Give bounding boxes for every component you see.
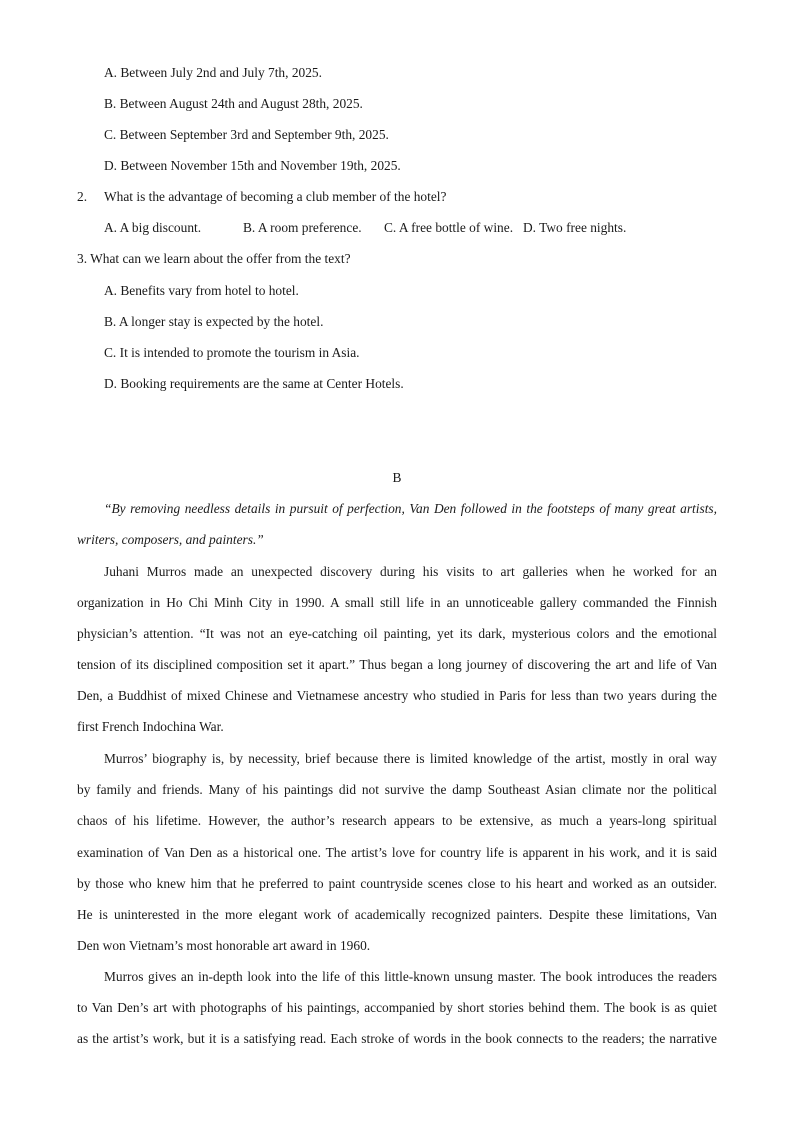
- q2-number: 2.: [77, 189, 88, 204]
- paragraph-2-line: chaos of his lifetime. However, the author’s research appears to be extensive, as much a years-long spiritual: [77, 813, 717, 828]
- paragraph-2-line: examination of Van Den as a historical one. The artist’s love for country life is apparent in his work, and it is said: [77, 845, 717, 860]
- paragraph-3-line: Murros gives an in-depth look into the life of this little-known unsung master. The book introduces the readers: [104, 969, 717, 984]
- q2-question: What is the advantage of becoming a club member of the hotel?: [104, 189, 447, 204]
- q3-option-a: A. Benefits vary from hotel to hotel.: [104, 283, 299, 298]
- q2-option-a: A. A big discount.: [104, 220, 202, 235]
- paragraph-1-line: first French Indochina War.: [77, 719, 224, 734]
- paragraph-1-line: Den, a Buddhist of mixed Chinese and Vietnamese ancestry who studied in Paris for less than two years during the: [77, 688, 717, 703]
- paragraph-1-line: physician’s attention. “It was not an eye-catching oil painting, yet its dark, mysterious colors and the emotional: [77, 626, 717, 641]
- q1-option-c: C. Between September 3rd and September 9th, 2025.: [104, 127, 389, 142]
- q3-option-c: C. It is intended to promote the tourism in Asia.: [104, 345, 360, 360]
- paragraph-1-line: tension of its disciplined composition set it apart.” Thus began a long journey of discovering the art and life of Van: [77, 657, 717, 672]
- q2-option-b: B. A room preference.: [243, 220, 362, 235]
- quote-line: “By removing needless details in pursuit of perfection, Van Den followed in the footsteps of many great artists,: [104, 501, 717, 516]
- paragraph-1-line: Juhani Murros made an unexpected discovery during his visits to art galleries when he worked for an: [104, 564, 717, 579]
- section-heading: B: [392, 470, 402, 485]
- paragraph-3-line: as the artist’s work, but it is a satisfying read. Each stroke of words in the book connects to the readers; the narrative: [77, 1031, 717, 1046]
- paragraph-2-line: by those who knew him that he preferred to paint countryside scenes close to his heart and worked as an outsider.: [77, 876, 717, 891]
- paragraph-2-line: by family and friends. Many of his paintings did not survive the damp Southeast Asian climate nor the political: [77, 782, 717, 797]
- paragraph-2-line: Murros’ biography is, by necessity, brief because there is limited knowledge of the artist, mostly in oral way: [104, 751, 717, 766]
- q3-question: 3. What can we learn about the offer from the text?: [77, 251, 351, 266]
- q2-options: [104, 220, 744, 236]
- q1-option-d: D. Between November 15th and November 19th, 2025.: [104, 158, 401, 173]
- q3-option-b: B. A longer stay is expected by the hotel.: [104, 314, 324, 329]
- paragraph-3-line: to Van Den’s art with photographs of his paintings, accompanied by short stories behind them. The book is as quiet: [77, 1000, 717, 1015]
- q1-option-a: A. Between July 2nd and July 7th, 2025.: [104, 65, 322, 80]
- paragraph-2-line: Den won Vietnam’s most honorable art award in 1960.: [77, 938, 371, 953]
- q3-option-d: D. Booking requirements are the same at Center Hotels.: [104, 376, 404, 391]
- q1-option-b: B. Between August 24th and August 28th, 2025.: [104, 96, 363, 111]
- paragraph-2-line: He is uninterested in the more elegant work of academically recognized painters. Despite these limitations, Van: [77, 907, 717, 922]
- quote-line: writers, composers, and painters.”: [77, 532, 264, 547]
- q2-option-d: D. Two free nights.: [523, 220, 627, 235]
- q2-option-c: C. A free bottle of wine.: [384, 220, 514, 235]
- paragraph-1-line: organization in Ho Chi Minh City in 1990. A small still life in an unnoticeable gallery commanded the Finnish: [77, 595, 717, 610]
